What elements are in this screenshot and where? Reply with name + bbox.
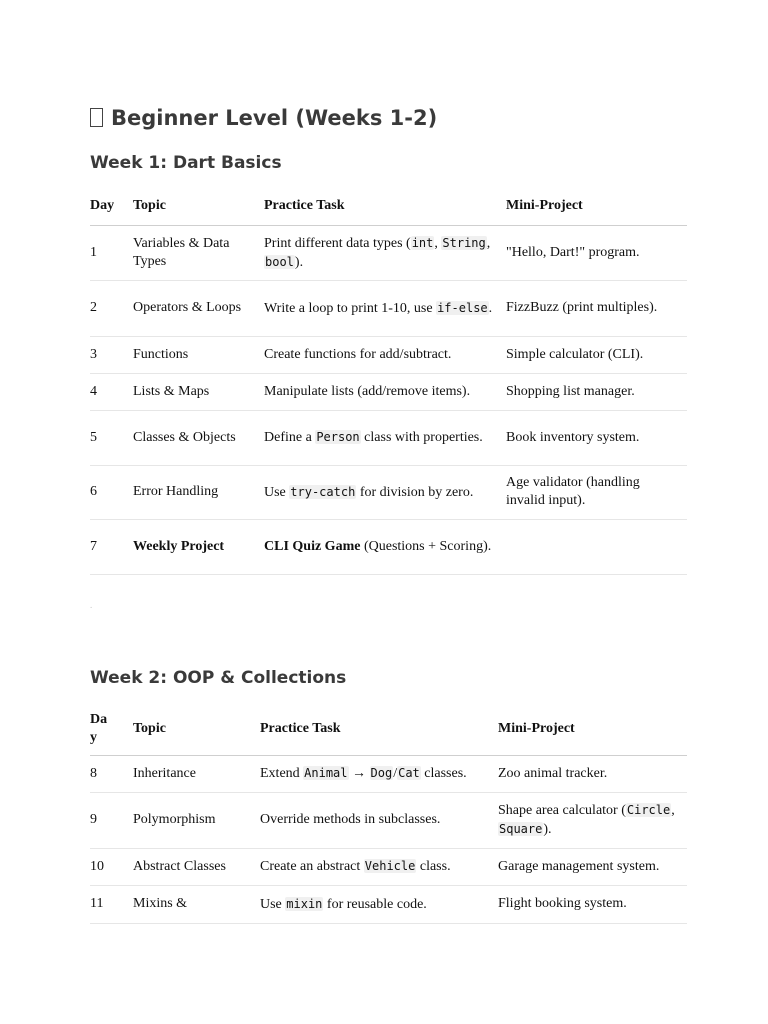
- header-practice-task: Practice Task: [260, 703, 498, 755]
- header-topic: Topic: [133, 188, 264, 225]
- cell-practice-task: [264, 519, 506, 574]
- text-fragment: Define a: [264, 430, 316, 445]
- text-fragment: ,: [434, 235, 442, 251]
- cell-day: 11: [90, 885, 133, 923]
- table-row: [90, 519, 687, 574]
- cell-topic: [133, 519, 264, 574]
- code-snippet: bool: [265, 254, 294, 269]
- week2-title: Week 2: OOP & Collections: [90, 668, 347, 688]
- cell-topic: Variables & Data Types: [133, 225, 264, 280]
- text-fragment: classes.: [420, 766, 467, 781]
- cell-mini-project: Shopping list manager.: [506, 373, 687, 410]
- table-row: [90, 465, 687, 519]
- table-row: [90, 848, 687, 885]
- table-row: [90, 410, 687, 465]
- text-fragment: .: [488, 300, 493, 316]
- header-practice-task: Practice Task: [264, 188, 506, 225]
- text-fragment: Write a loop to print 1-10, use: [264, 300, 437, 316]
- unknown-glyph-icon: [90, 108, 103, 127]
- code-snippet: if-else: [437, 300, 488, 315]
- text-fragment: (Questions + Scoring).: [360, 538, 492, 554]
- code-snippet: int: [411, 235, 434, 250]
- header-mini-project: Mini-Project: [498, 703, 687, 755]
- cell-day: 10: [90, 848, 133, 885]
- cell-mini-project: Flight booking system.: [498, 885, 687, 923]
- header-day-text: Day: [90, 711, 108, 745]
- text-fragment: →: [348, 766, 370, 781]
- cell-mini-project: Simple calculator (CLI).: [506, 336, 687, 373]
- cell-mini-project: Book inventory system.: [506, 410, 687, 465]
- bold-text: CLI Quiz Game: [264, 538, 361, 554]
- cell-practice-task: [260, 848, 498, 885]
- header-mini-project: Mini-Project: [506, 188, 687, 225]
- page-title-text: Beginner Level (Weeks 1-2): [111, 106, 438, 130]
- cell-practice-task: [264, 410, 506, 465]
- text-fragment: Use: [260, 896, 286, 912]
- cell-practice-task: [264, 373, 506, 410]
- text-fragment: class with properties.: [360, 430, 483, 445]
- table-row: [90, 792, 687, 848]
- week1-title: Week 1: Dart Basics: [90, 153, 282, 173]
- cell-practice-task: [264, 336, 506, 373]
- text-fragment: Shape area calculator (: [498, 803, 626, 818]
- text-fragment: for division by zero.: [356, 484, 474, 500]
- week2-table: [90, 703, 687, 924]
- cell-topic: Functions: [133, 336, 264, 373]
- cell-day: 2: [90, 280, 133, 336]
- text-fragment: Create functions for add/subtract.: [264, 346, 452, 362]
- cell-practice-task: [260, 885, 498, 923]
- code-snippet: try-catch: [290, 484, 356, 499]
- cell-topic: Polymorphism: [133, 792, 260, 848]
- cell-mini-project: "Hello, Dart!" program.: [506, 225, 687, 280]
- table-row: [90, 755, 687, 792]
- text-fragment: Use: [264, 484, 290, 500]
- cell-day: 1: [90, 225, 133, 280]
- text-fragment: ,: [486, 235, 491, 251]
- code-snippet: Dog: [370, 766, 393, 780]
- cell-practice-task: [264, 465, 506, 519]
- table-row: [90, 885, 687, 923]
- table-header-row: [90, 188, 687, 225]
- text-fragment: ,: [671, 803, 675, 818]
- table-row: [90, 336, 687, 373]
- cell-day: 4: [90, 373, 133, 410]
- code-snippet: mixin: [286, 896, 323, 911]
- week1-table: [90, 188, 687, 575]
- code-snippet: String: [442, 235, 486, 250]
- cell-topic: Abstract Classes: [133, 848, 260, 885]
- code-snippet: Square: [499, 822, 543, 836]
- table-row: [90, 373, 687, 410]
- cell-day: 8: [90, 755, 133, 792]
- text-fragment: ).: [294, 254, 304, 270]
- code-snippet: Animal: [304, 766, 348, 780]
- text-fragment: Manipulate lists (add/remove items).: [264, 383, 471, 399]
- text-fragment: ).: [543, 822, 552, 837]
- cell-practice-task: [264, 225, 506, 280]
- table-row: [90, 225, 687, 280]
- cell-practice-task: [264, 280, 506, 336]
- cell-practice-task: [260, 792, 498, 848]
- text-fragment: Create an abstract: [260, 859, 364, 874]
- code-snippet: Person: [316, 430, 360, 444]
- cell-mini-project: Garage management system.: [498, 848, 687, 885]
- code-snippet: Cat: [398, 766, 420, 780]
- cell-mini-project: Age validator (handling invalid input).: [506, 465, 687, 519]
- cell-topic: Inheritance: [133, 755, 260, 792]
- cell-day: 6: [90, 465, 133, 519]
- text-fragment: /: [393, 766, 398, 781]
- cell-practice-task: [260, 755, 498, 792]
- cell-day: 9: [90, 792, 133, 848]
- table-row: [90, 280, 687, 336]
- cell-day: 5: [90, 410, 133, 465]
- cell-topic: Lists & Maps: [133, 373, 264, 410]
- text-fragment: Print different data types (: [264, 235, 411, 251]
- text-fragment: for reusable code.: [323, 896, 427, 912]
- cell-mini-project: [506, 519, 687, 574]
- cell-topic: Operators & Loops: [133, 280, 264, 336]
- table-header-row: [90, 703, 687, 755]
- header-day: [90, 703, 133, 755]
- cell-mini-project: FizzBuzz (print multiples).: [506, 280, 687, 336]
- cell-topic: Mixins &: [133, 885, 260, 923]
- text-fragment: Override methods in subclasses.: [260, 812, 441, 827]
- page-title: [90, 106, 437, 130]
- text-fragment: class.: [416, 859, 451, 874]
- cell-topic: Error Handling: [133, 465, 264, 519]
- cell-day: 3: [90, 336, 133, 373]
- text-fragment: Extend: [260, 766, 304, 781]
- header-day: Day: [90, 188, 133, 225]
- code-snippet: Vehicle: [364, 859, 416, 873]
- bold-text: Weekly Project: [133, 538, 225, 554]
- cell-mini-project: Zoo animal tracker.: [498, 755, 687, 792]
- header-topic: Topic: [133, 703, 260, 755]
- cell-topic: Classes & Objects: [133, 410, 264, 465]
- code-snippet: Circle: [626, 803, 671, 817]
- cell-mini-project: [498, 792, 687, 848]
- stray-mark: .: [90, 600, 93, 610]
- cell-day: 7: [90, 519, 133, 574]
